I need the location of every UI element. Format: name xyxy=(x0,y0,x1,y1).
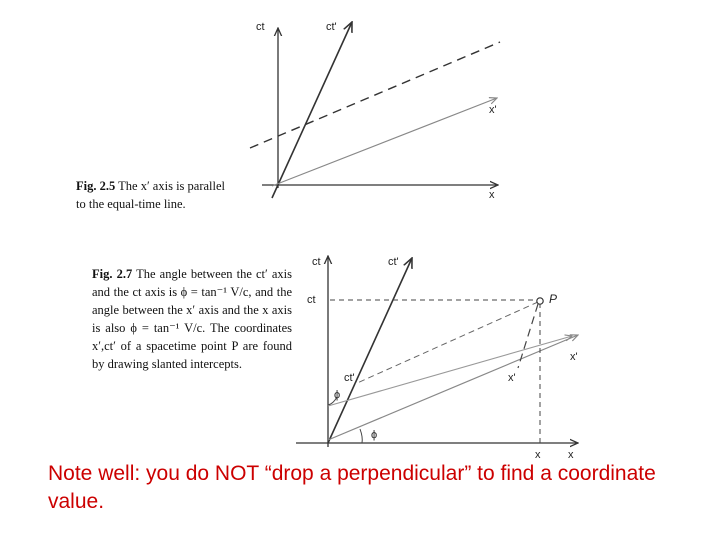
label-ct: ct xyxy=(312,256,321,268)
figure-bottom xyxy=(296,256,578,461)
caption-figure-number: Fig. 2.7 xyxy=(92,267,133,281)
label-x: x xyxy=(489,189,495,201)
label-ct-coordinate: ct xyxy=(307,294,316,306)
label-ct: ct xyxy=(256,21,265,33)
phi-arc-lower xyxy=(360,429,362,443)
label-phi-lower: ϕ xyxy=(371,429,378,441)
label-x-axis: x xyxy=(568,449,574,461)
equal-time-line xyxy=(250,42,500,148)
label-ct-prime: ct' xyxy=(388,256,399,268)
caption-text: The x′ axis is parallel to the equal-time line. xyxy=(76,179,226,211)
figure-top xyxy=(250,21,500,201)
slanted-intercept-to-x-prime xyxy=(518,304,538,368)
label-x-prime-coordinate: x' xyxy=(508,372,516,384)
label-x-prime-axis: x' xyxy=(570,351,578,363)
note-text: Note well: you do NOT “drop a perpendicular” to find a coordinate value. xyxy=(48,462,656,513)
figure-top-caption xyxy=(76,177,226,213)
label-ct-prime-coordinate: ct' xyxy=(344,372,355,384)
spacetime-point-p xyxy=(537,298,543,304)
label-p: P xyxy=(549,292,558,306)
x-prime-axis xyxy=(272,98,497,186)
figure-bottom-caption xyxy=(92,265,292,373)
label-ct-prime: ct' xyxy=(326,21,337,33)
label-x-coordinate: x xyxy=(535,449,541,461)
label-phi-upper: ϕ xyxy=(334,389,341,401)
ct-prime-axis xyxy=(328,258,412,443)
x-prime-axis-second xyxy=(328,336,572,406)
caption-figure-number: Fig. 2.5 xyxy=(76,179,116,193)
label-x-prime: x' xyxy=(489,104,497,116)
caption-text: The angle between the ct′ axis and the ct axis is ϕ = tan⁻¹ V/c, and the angle between the x′ axis and the x axis is also ϕ = tan⁻¹ V/c. The coordinates x′,ct′ of a spacetime point P are found by drawing slanted intercepts. xyxy=(92,267,293,371)
